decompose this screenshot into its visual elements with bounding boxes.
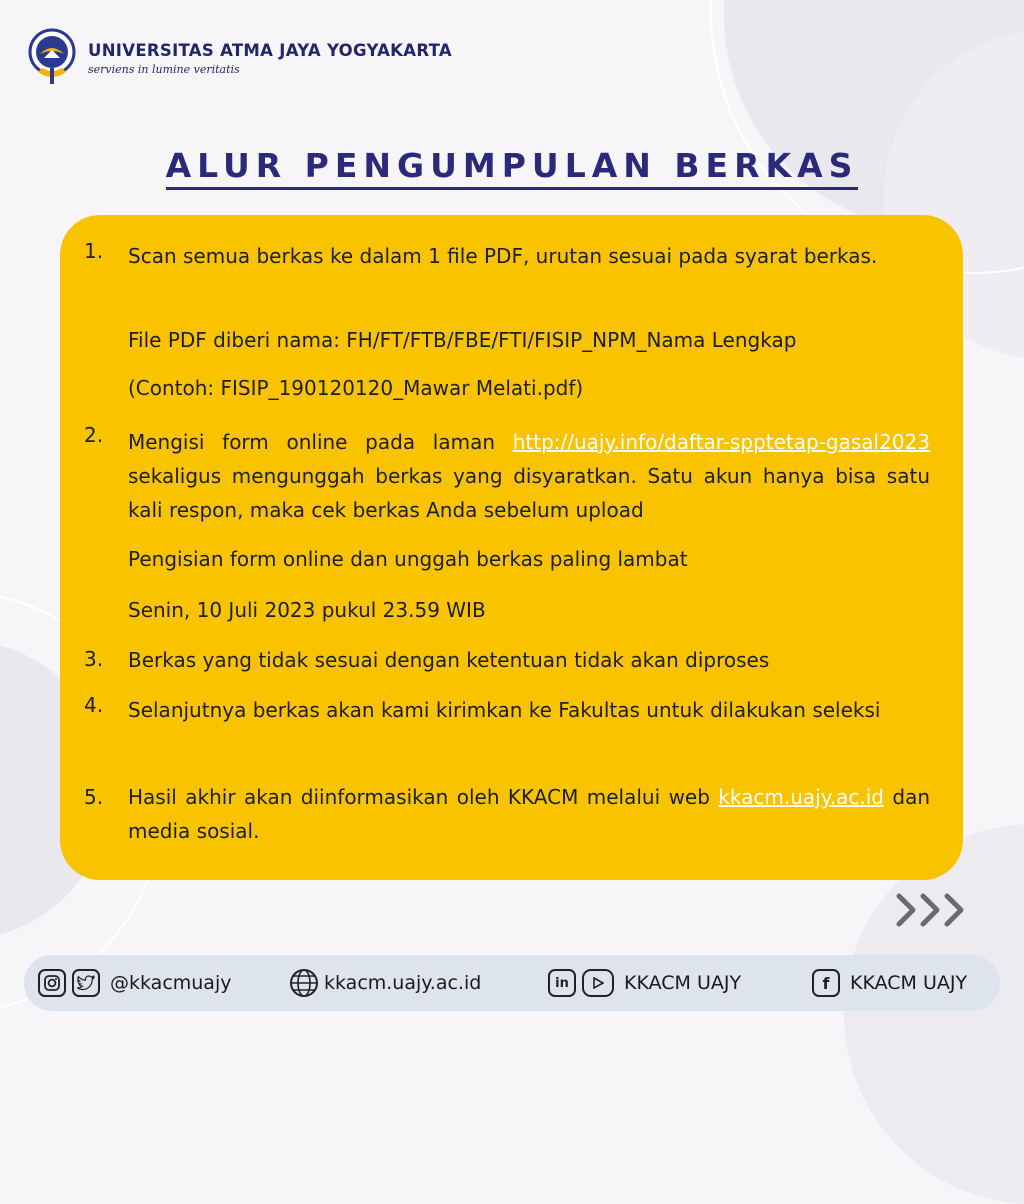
footer-website[interactable]	[288, 955, 481, 1011]
chevron-right-icon	[895, 890, 971, 930]
step-2-deadline-note: Pengisian form online dan unggah berkas paling lambat	[128, 547, 688, 571]
linkedin-youtube-text: KKACM UAJY	[624, 972, 742, 994]
page-title-text: ALUR PENGUMPULAN BERKAS	[166, 146, 859, 190]
social-handle-text: @kkacmuajy	[110, 972, 232, 994]
step-5-text	[128, 780, 930, 848]
university-logo	[26, 28, 452, 88]
facebook-text: KKACM UAJY	[850, 972, 968, 994]
footer-facebook[interactable]	[812, 955, 967, 1011]
page-title	[0, 146, 1024, 185]
decorative-circle	[844, 824, 1024, 1204]
step-3-text: Berkas yang tidak sesuai dengan ketentuan tidak akan diproses	[128, 648, 770, 672]
footer-linkedin-youtube[interactable]	[548, 955, 741, 1011]
step-1-filename-rule: File PDF diberi nama: FH/FT/FTB/FBE/FTI/FISIP_NPM_Nama Lengkap	[128, 328, 797, 352]
facebook-icon: f	[812, 969, 840, 997]
step-5-text-before: Hasil akhir akan diinformasikan oleh KKACM melalui web	[128, 785, 719, 809]
step-1-example: (Contoh: FISIP_190120120_Mawar Melati.pdf)	[128, 376, 584, 400]
university-name: UNIVERSITAS ATMA JAYA YOGYAKARTA	[88, 40, 452, 60]
instagram-icon	[38, 969, 66, 997]
linkedin-icon: in	[548, 969, 576, 997]
step-2-text-before: Mengisi form online pada laman	[128, 430, 513, 454]
step-number: 4.	[84, 693, 104, 717]
step-2-deadline-date: Senin, 10 Juli 2023 pukul 23.59 WIB	[128, 598, 486, 622]
step-2-text	[128, 425, 930, 527]
step-2-text-after: sekaligus mengunggah berkas yang disyaratkan. Satu akun hanya bisa satu kali respon, maka cek berkas Anda sebelum upload	[128, 464, 930, 522]
step-4-text: Selanjutnya berkas akan kami kirimkan ke Fakultas untuk dilakukan seleksi	[128, 698, 881, 722]
website-text: kkacm.uajy.ac.id	[324, 972, 482, 994]
step-1-text: Scan semua berkas ke dalam 1 file PDF, urutan sesuai pada syarat berkas.	[128, 244, 878, 268]
footer-social-handle[interactable]	[38, 955, 231, 1011]
twitter-icon	[72, 969, 100, 997]
steps-card	[60, 215, 963, 880]
step-5-text-after: dan media sosial.	[128, 785, 930, 843]
form-link[interactable]: http://uajy.info/daftar-spptetap-gasal2023	[512, 430, 930, 454]
step-number: 5.	[84, 785, 104, 809]
youtube-icon	[582, 969, 614, 997]
step-number: 1.	[84, 239, 104, 263]
globe-icon	[288, 967, 320, 999]
step-number: 2.	[84, 423, 104, 447]
university-emblem-icon	[26, 28, 78, 88]
university-motto: serviens in lumine veritatis	[88, 62, 240, 76]
step-number: 3.	[84, 647, 104, 671]
footer-bar	[24, 955, 1000, 1011]
website-link[interactable]: kkacm.uajy.ac.id	[718, 785, 884, 809]
